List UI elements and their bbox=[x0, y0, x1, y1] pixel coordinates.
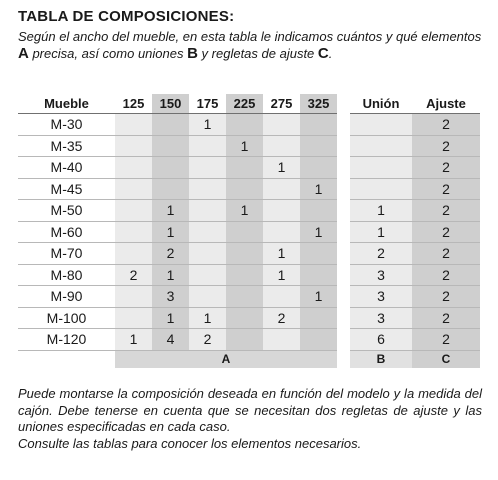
element-count-cell bbox=[226, 307, 263, 329]
footer-spacer bbox=[18, 350, 115, 368]
element-count-cell bbox=[189, 178, 226, 200]
ajuste-count-cell: 2 bbox=[412, 178, 480, 200]
mueble-label: M-40 bbox=[18, 157, 115, 179]
ajuste-count-cell: 2 bbox=[412, 286, 480, 308]
union-count-cell: 3 bbox=[350, 307, 412, 329]
element-count-cell bbox=[189, 157, 226, 179]
element-count-cell: 1 bbox=[300, 178, 337, 200]
ajuste-count-cell: 2 bbox=[412, 243, 480, 265]
element-count-cell bbox=[115, 307, 152, 329]
ajuste-header: Ajuste bbox=[412, 94, 480, 114]
element-c-label: C bbox=[412, 350, 480, 368]
accessory-table bbox=[350, 94, 480, 368]
ajuste-count-cell: 2 bbox=[412, 200, 480, 222]
ajuste-count-cell: 2 bbox=[412, 135, 480, 157]
element-count-cell bbox=[115, 178, 152, 200]
element-count-cell: 1 bbox=[152, 221, 189, 243]
element-count-cell: 1 bbox=[189, 307, 226, 329]
element-count-cell bbox=[300, 157, 337, 179]
element-count-cell bbox=[115, 221, 152, 243]
element-count-cell: 1 bbox=[226, 200, 263, 222]
ajuste-count-cell: 2 bbox=[412, 264, 480, 286]
element-count-cell bbox=[226, 329, 263, 351]
element-count-cell bbox=[152, 135, 189, 157]
element-count-cell bbox=[189, 243, 226, 265]
element-count-cell bbox=[115, 135, 152, 157]
composition-footer-row bbox=[18, 350, 337, 368]
element-count-cell bbox=[226, 178, 263, 200]
intro-part-2: precisa, así como uniones bbox=[28, 46, 188, 61]
ajuste-count-cell: 2 bbox=[412, 307, 480, 329]
element-count-cell bbox=[152, 157, 189, 179]
accessory-row bbox=[350, 178, 480, 200]
element-count-cell bbox=[300, 114, 337, 136]
mueble-label: M-30 bbox=[18, 114, 115, 136]
element-count-cell: 2 bbox=[115, 264, 152, 286]
size-header: 125 bbox=[115, 94, 152, 114]
union-count-cell: 6 bbox=[350, 329, 412, 351]
element-count-cell bbox=[226, 221, 263, 243]
composition-row bbox=[18, 307, 337, 329]
composition-row bbox=[18, 200, 337, 222]
mueble-header: Mueble bbox=[18, 94, 115, 114]
composition-row bbox=[18, 243, 337, 265]
composition-row bbox=[18, 329, 337, 351]
element-count-cell bbox=[189, 286, 226, 308]
intro-part-1: Según el ancho del mueble, en esta tabla le indicamos cuántos y qué elementos bbox=[18, 29, 482, 44]
size-header: 150 bbox=[152, 94, 189, 114]
element-count-cell bbox=[226, 243, 263, 265]
element-count-cell bbox=[300, 243, 337, 265]
element-count-cell bbox=[300, 264, 337, 286]
element-count-cell bbox=[189, 200, 226, 222]
element-count-cell bbox=[226, 114, 263, 136]
mueble-label: M-120 bbox=[18, 329, 115, 351]
composition-row bbox=[18, 286, 337, 308]
element-count-cell bbox=[115, 200, 152, 222]
intro-text bbox=[18, 28, 486, 62]
composition-row bbox=[18, 178, 337, 200]
ajuste-count-cell: 2 bbox=[412, 114, 480, 136]
mueble-label: M-70 bbox=[18, 243, 115, 265]
union-count-cell: 1 bbox=[350, 221, 412, 243]
accessory-row bbox=[350, 329, 480, 351]
union-count-cell bbox=[350, 157, 412, 179]
accessory-row bbox=[350, 114, 480, 136]
mueble-label: M-60 bbox=[18, 221, 115, 243]
element-count-cell: 1 bbox=[152, 264, 189, 286]
footnote bbox=[18, 386, 482, 452]
accessory-footer-row bbox=[350, 350, 480, 368]
element-count-cell bbox=[226, 286, 263, 308]
element-count-cell bbox=[263, 221, 300, 243]
mueble-label: M-45 bbox=[18, 178, 115, 200]
element-b-label: B bbox=[350, 350, 412, 368]
element-count-cell bbox=[300, 135, 337, 157]
element-count-cell bbox=[263, 329, 300, 351]
element-count-cell bbox=[115, 286, 152, 308]
element-count-cell bbox=[189, 264, 226, 286]
element-count-cell bbox=[115, 114, 152, 136]
element-count-cell: 1 bbox=[152, 200, 189, 222]
mueble-label: M-35 bbox=[18, 135, 115, 157]
composition-table bbox=[18, 94, 337, 368]
intro-part-4: . bbox=[328, 46, 333, 61]
union-count-cell: 2 bbox=[350, 243, 412, 265]
accessory-row bbox=[350, 157, 480, 179]
element-count-cell bbox=[189, 135, 226, 157]
element-count-cell bbox=[226, 264, 263, 286]
element-count-cell: 3 bbox=[152, 286, 189, 308]
element-a-marker: A bbox=[18, 45, 29, 62]
element-count-cell bbox=[263, 286, 300, 308]
size-header: 225 bbox=[226, 94, 263, 114]
element-count-cell bbox=[263, 135, 300, 157]
page-title: TABLA DE COMPOSICIONES: bbox=[18, 8, 235, 25]
element-count-cell: 2 bbox=[263, 307, 300, 329]
element-count-cell: 1 bbox=[115, 329, 152, 351]
composition-row bbox=[18, 157, 337, 179]
footnote-line-1: Puede montarse la composición deseada en función del modelo y la medida del cajón. Debe tenerse en cuenta que se necesitan dos regletas de ajuste y las uniones especificadas en cada caso. bbox=[18, 386, 482, 434]
composition-row bbox=[18, 264, 337, 286]
element-count-cell bbox=[115, 243, 152, 265]
size-header: 175 bbox=[189, 94, 226, 114]
accessory-header-row bbox=[350, 94, 480, 114]
union-count-cell bbox=[350, 135, 412, 157]
mueble-label: M-50 bbox=[18, 200, 115, 222]
element-count-cell: 2 bbox=[189, 329, 226, 351]
size-header: 325 bbox=[300, 94, 337, 114]
element-count-cell bbox=[300, 329, 337, 351]
element-count-cell: 1 bbox=[152, 307, 189, 329]
element-count-cell: 4 bbox=[152, 329, 189, 351]
element-count-cell bbox=[189, 221, 226, 243]
element-count-cell bbox=[226, 157, 263, 179]
union-count-cell bbox=[350, 178, 412, 200]
element-b-marker: B bbox=[187, 45, 198, 62]
mueble-label: M-100 bbox=[18, 307, 115, 329]
element-count-cell: 1 bbox=[263, 157, 300, 179]
element-count-cell: 1 bbox=[300, 221, 337, 243]
union-count-cell: 1 bbox=[350, 200, 412, 222]
accessory-row bbox=[350, 221, 480, 243]
union-header: Unión bbox=[350, 94, 412, 114]
element-count-cell bbox=[300, 307, 337, 329]
composition-row bbox=[18, 135, 337, 157]
composition-row bbox=[18, 114, 337, 136]
accessory-row bbox=[350, 264, 480, 286]
intro-part-3: y regletas de ajuste bbox=[197, 46, 318, 61]
element-a-label: A bbox=[115, 350, 337, 368]
element-count-cell bbox=[152, 114, 189, 136]
accessory-row bbox=[350, 135, 480, 157]
element-count-cell bbox=[300, 200, 337, 222]
ajuste-count-cell: 2 bbox=[412, 329, 480, 351]
union-count-cell: 3 bbox=[350, 264, 412, 286]
composition-header-row bbox=[18, 94, 337, 114]
accessory-row bbox=[350, 286, 480, 308]
ajuste-count-cell: 2 bbox=[412, 157, 480, 179]
element-count-cell: 1 bbox=[226, 135, 263, 157]
element-count-cell: 1 bbox=[189, 114, 226, 136]
size-header: 275 bbox=[263, 94, 300, 114]
element-count-cell bbox=[263, 114, 300, 136]
mueble-label: M-80 bbox=[18, 264, 115, 286]
footnote-line-2: Consulte las tablas para conocer los elementos necesarios. bbox=[18, 435, 362, 451]
element-count-cell: 1 bbox=[263, 264, 300, 286]
element-count-cell: 2 bbox=[152, 243, 189, 265]
accessory-row bbox=[350, 200, 480, 222]
accessory-row bbox=[350, 243, 480, 265]
element-c-marker: C bbox=[317, 45, 329, 62]
element-count-cell bbox=[263, 178, 300, 200]
union-count-cell bbox=[350, 114, 412, 136]
composition-row bbox=[18, 221, 337, 243]
accessory-row bbox=[350, 307, 480, 329]
element-count-cell: 1 bbox=[263, 243, 300, 265]
element-count-cell bbox=[115, 157, 152, 179]
element-count-cell: 1 bbox=[300, 286, 337, 308]
element-count-cell bbox=[263, 200, 300, 222]
element-count-cell bbox=[152, 178, 189, 200]
ajuste-count-cell: 2 bbox=[412, 221, 480, 243]
union-count-cell: 3 bbox=[350, 286, 412, 308]
mueble-label: M-90 bbox=[18, 286, 115, 308]
